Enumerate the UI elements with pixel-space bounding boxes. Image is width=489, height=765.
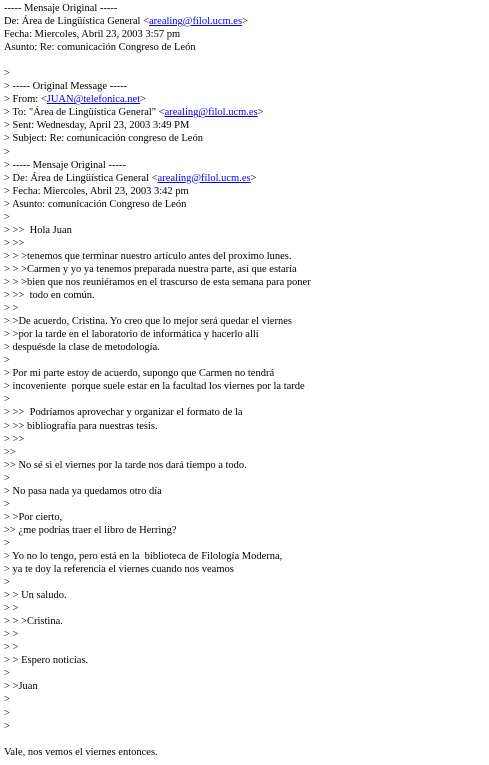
- email-line: [4, 537, 485, 550]
- email-line: [4, 159, 485, 172]
- email-line: [4, 41, 485, 54]
- line-text-suffix: >: [140, 94, 147, 106]
- email-line: [4, 746, 485, 759]
- line-text: > Sent: Wednesday, April 23, 2003 3:49 PM: [4, 120, 190, 132]
- email-line: [4, 146, 485, 159]
- line-text: > >> Hola Juan: [4, 224, 72, 236]
- line-text: > ----- Mensaje Original -----: [4, 159, 126, 171]
- line-text: > > >bien que nos reuniéramos en el trascurso de esta semana para poner: [4, 276, 311, 288]
- email-line: [4, 693, 485, 706]
- line-text: >: [4, 68, 10, 80]
- email-line: [4, 733, 485, 746]
- email-address-link[interactable]: JUAN@telefonica.net: [46, 94, 141, 106]
- line-text: > > Un saludo.: [4, 590, 67, 602]
- email-line: [4, 289, 485, 302]
- email-line: [4, 328, 485, 341]
- email-line: [4, 667, 485, 680]
- line-text: >: [4, 577, 10, 589]
- email-line: [4, 224, 485, 237]
- email-line: [4, 498, 485, 511]
- email-line: [4, 472, 485, 485]
- line-text: > > >tenemos que terminar nuestro artículo antes del proximo lunes.: [4, 250, 292, 262]
- email-line: [4, 459, 485, 472]
- email-line: [4, 550, 485, 563]
- line-text: > >>: [4, 237, 25, 249]
- email-line: [4, 119, 485, 132]
- email-line: [4, 720, 485, 733]
- email-line: [4, 80, 485, 93]
- email-line: [4, 2, 485, 15]
- email-line: [4, 237, 485, 250]
- email-line: [4, 420, 485, 433]
- line-text: >> No sé si el viernes por la tarde nos dará tiempo a todo.: [4, 459, 247, 471]
- email-line: [4, 641, 485, 654]
- line-text: ----- Mensaje Original -----: [4, 3, 118, 14]
- email-line: [4, 302, 485, 315]
- line-text: >: [4, 472, 10, 484]
- line-text: >: [4, 720, 10, 732]
- email-line: [4, 524, 485, 537]
- line-text: > No pasa nada ya quedamos otro día: [4, 485, 162, 497]
- email-line: [4, 250, 485, 263]
- line-text: >: [4, 211, 10, 223]
- email-line: [4, 341, 485, 354]
- email-line: [4, 576, 485, 589]
- line-text: > Fecha: Miercoles, Abril 23, 2003 3:42 pm: [4, 185, 189, 197]
- email-line: [4, 132, 485, 145]
- line-text: > Asunto: comunicación Congreso de León: [4, 198, 187, 210]
- email-line: [4, 406, 485, 419]
- line-text: > >: [4, 629, 19, 641]
- email-line: [4, 354, 485, 367]
- email-line: [4, 93, 485, 106]
- line-text: > >: [4, 303, 19, 315]
- line-text: > > >Cristina.: [4, 616, 63, 628]
- line-text: > > >Carmen y yo ya tenemos preparada nuestra parte, así que estaría: [4, 263, 297, 275]
- email-line: [4, 67, 485, 80]
- email-line: [4, 211, 485, 224]
- email-address-link[interactable]: arealing@filol.ucm.es: [164, 107, 258, 119]
- line-text: >: [4, 146, 10, 158]
- email-line: [4, 654, 485, 667]
- line-text: > >> todo en común.: [4, 290, 95, 302]
- line-text-suffix: >: [257, 107, 264, 119]
- line-text: > To: "Área de Lingüística General" <: [4, 107, 165, 119]
- email-line: [4, 615, 485, 628]
- email-line: [4, 54, 485, 67]
- line-text: > Yo no lo tengo, pero está en la biblioteca de Filología Moderna,: [4, 550, 283, 562]
- line-text: > >Por cierto,: [4, 511, 63, 523]
- email-address-link[interactable]: arealing@filol.ucm.es: [157, 172, 251, 184]
- line-text: Asunto: Re: comunicación Congreso de León: [4, 42, 196, 54]
- email-line: [4, 198, 485, 211]
- line-text: De: Área de Lingüística General <: [4, 16, 149, 28]
- email-line: [4, 276, 485, 289]
- line-text: > incoveniente porque suele estar en la facultad los viernes por la tarde: [4, 381, 305, 393]
- email-line: [4, 263, 485, 276]
- line-text: >>: [4, 446, 16, 458]
- line-text: >: [4, 498, 10, 510]
- line-text: >: [4, 537, 10, 549]
- email-line: [4, 15, 485, 28]
- line-text: >: [4, 668, 10, 680]
- line-text: >: [4, 694, 10, 706]
- line-text: >: [4, 394, 10, 406]
- line-text: > >: [4, 603, 19, 615]
- email-line: [4, 28, 485, 41]
- email-line: [4, 563, 485, 576]
- line-text: >> ¿me podrías traer el libro de Herring?: [4, 524, 177, 536]
- line-text: > >por la tarde en el laboratorio de informática y hacerlo allí: [4, 329, 259, 341]
- line-text: Vale, nos vemos el viernes entonces.: [4, 746, 158, 758]
- line-text: Fecha: Miercoles, Abril 23, 2003 3:57 pm: [4, 29, 181, 41]
- line-text: > >> Podríamos aprovechar y organizar el formato de la: [4, 407, 243, 419]
- email-line: [4, 485, 485, 498]
- email-line: [4, 380, 485, 393]
- email-line: [4, 446, 485, 459]
- line-text: > despuésde la clase de metodología.: [4, 342, 160, 354]
- line-text: > >: [4, 642, 19, 654]
- line-text: > ya te doy la referencia el viernes cuando nos veamos: [4, 564, 234, 576]
- line-text: > > Espero noticias.: [4, 655, 89, 667]
- line-text: > >> bibliografía para nuestras tesis.: [4, 420, 158, 432]
- line-text: > >De acuerdo, Cristina. Yo creo que lo mejor será quedar el viernes: [4, 316, 292, 328]
- line-text: > >Juan: [4, 681, 38, 693]
- email-address-link[interactable]: arealing@filol.ucm.es: [149, 16, 243, 28]
- email-line: [4, 393, 485, 406]
- line-text: > Subject: Re: comunicación congreso de León: [4, 133, 203, 145]
- email-line: [4, 106, 485, 119]
- line-text: > De: Área de Lingüística General <: [4, 172, 158, 184]
- email-line: [4, 628, 485, 641]
- email-line: [4, 511, 485, 524]
- email-line: [4, 433, 485, 446]
- email-line: [4, 185, 485, 198]
- line-text: >: [4, 355, 10, 367]
- line-text: >: [4, 707, 10, 719]
- line-text: > ----- Original Message -----: [4, 81, 128, 93]
- email-line: [4, 367, 485, 380]
- line-text-suffix: >: [250, 172, 257, 184]
- line-text-suffix: >: [242, 16, 248, 28]
- email-line: [4, 602, 485, 615]
- line-text: > Por mi parte estoy de acuerdo, supongo que Carmen no tendrá: [4, 368, 275, 380]
- email-line: [4, 172, 485, 185]
- email-line: [4, 315, 485, 328]
- email-line: [4, 680, 485, 693]
- line-text: > From: <: [4, 94, 47, 106]
- line-text: > >>: [4, 433, 25, 445]
- email-line: [4, 589, 485, 602]
- email-line: [4, 707, 485, 720]
